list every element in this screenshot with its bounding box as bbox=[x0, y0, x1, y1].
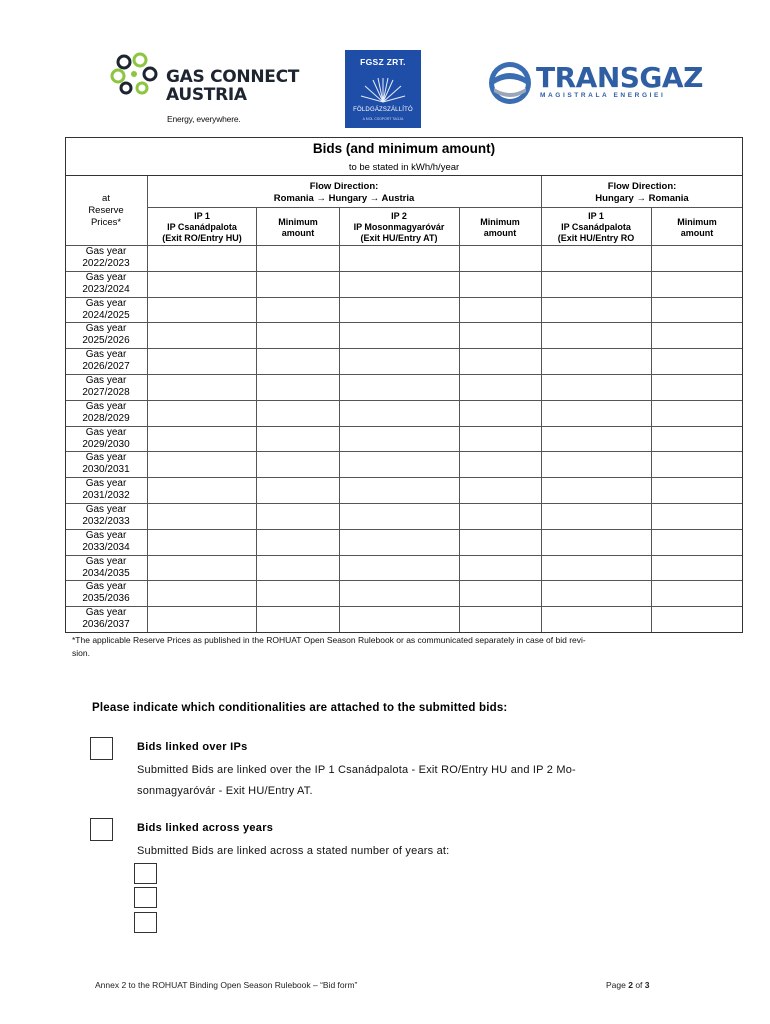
row-divider bbox=[66, 555, 742, 556]
gas-year-label: Gas year 2030/2031 bbox=[82, 452, 130, 476]
page-number bbox=[606, 980, 650, 990]
gas-year-label: Gas year 2026/2027 bbox=[82, 349, 130, 373]
gas-year-label: Gas year 2035/2036 bbox=[82, 581, 130, 605]
row-divider bbox=[66, 503, 742, 504]
table-title: Bids (and minimum amount) bbox=[312, 141, 496, 156]
years-digit-input-2[interactable] bbox=[134, 887, 157, 908]
ip2-mosonmagyarovar-header: IP 2 IP Mosonmagyaróvár (Exit HU/Entry AT) bbox=[353, 211, 445, 243]
gas-connect-tagline: Energy, everywhere. bbox=[167, 114, 241, 124]
years-digit-input-3[interactable] bbox=[134, 912, 157, 933]
row-divider bbox=[66, 606, 742, 607]
fgsz-name: FÖLDGÁZSZÁLLÍTÓ bbox=[353, 107, 413, 113]
row-divider bbox=[66, 477, 742, 478]
page-prefix: Page bbox=[606, 980, 629, 990]
gas-year-label: Gas year 2031/2032 bbox=[82, 478, 130, 502]
conditionalities-heading: Please indicate which conditionalities are attached to the submitted bids: bbox=[92, 702, 508, 714]
reserve-prices-footnote: *The applicable Reserve Prices as published in the ROHUAT Open Season Rulebook or as communicated separately in case of bid revi- sion. bbox=[72, 635, 586, 658]
gas-year-label: Gas year 2036/2037 bbox=[82, 607, 130, 631]
row-divider bbox=[66, 451, 742, 452]
transgaz-emblem-icon bbox=[486, 58, 534, 108]
bids-linked-over-ips-checkbox[interactable] bbox=[90, 737, 113, 760]
minimum-amount-header-3: Minimum amount bbox=[677, 217, 717, 238]
row-divider bbox=[66, 245, 742, 246]
bids-linked-over-ips-title: Bids linked over IPs bbox=[137, 741, 248, 753]
row-divider bbox=[66, 580, 742, 581]
years-digit-input-1[interactable] bbox=[134, 863, 157, 884]
gas-year-label: Gas year 2023/2024 bbox=[82, 271, 130, 295]
flow-direction-hu-ro: Flow Direction: Hungary → Romania bbox=[595, 181, 689, 204]
fgsz-title: FGSZ ZRT. bbox=[360, 57, 406, 67]
title-divider bbox=[66, 175, 742, 176]
flow-direction-ro-hu-at: Flow Direction: Romania → Hungary → Austria bbox=[273, 181, 415, 204]
transgaz-subtitle: MAGISTRALA ENERGIEI bbox=[540, 92, 666, 99]
gas-year-label: Gas year 2034/2035 bbox=[82, 555, 130, 579]
row-divider bbox=[66, 322, 742, 323]
page-mid: of bbox=[632, 980, 645, 990]
bids-linked-over-ips-description: Submitted Bids are linked over the IP 1 Csanádpalota - Exit RO/Entry HU and IP 2 Mo- sonmagyaróvár - Exit HU/Entry AT. bbox=[137, 764, 576, 797]
bids-linked-across-years-title: Bids linked across years bbox=[137, 822, 274, 834]
transgaz-name: TRANSGAZ bbox=[536, 61, 703, 94]
gas-year-label: Gas year 2024/2025 bbox=[82, 297, 130, 321]
gas-connect-austria-logo bbox=[110, 50, 310, 130]
gas-year-label: Gas year 2027/2028 bbox=[82, 375, 130, 398]
ip1-csanadpalota-hu-ro-header: IP 1 IP Csanádpalota (Exit HU/Entry RO bbox=[557, 211, 635, 243]
gas-year-label: Gas year 2032/2033 bbox=[82, 504, 130, 527]
row-divider bbox=[66, 529, 742, 530]
reserve-prices-header: at Reserve Prices* bbox=[88, 193, 124, 228]
gas-year-label: Gas year 2028/2029 bbox=[82, 400, 130, 424]
page-current: 2 bbox=[628, 980, 633, 990]
row-divider bbox=[66, 348, 742, 349]
gas-year-label: Gas year 2033/2034 bbox=[82, 529, 130, 553]
gas-year-label: Gas year 2022/2023 bbox=[82, 246, 130, 269]
footer-annex-label: Annex 2 to the ROHUAT Binding Open Season Rulebook – “Bid form” bbox=[95, 980, 358, 990]
fgsz-subtitle: A MOL CSOPORT TAGJA bbox=[362, 117, 404, 121]
row-divider bbox=[66, 271, 742, 272]
page-total: 3 bbox=[644, 980, 650, 990]
row-divider bbox=[66, 400, 742, 401]
ip1-csanadpalota-header: IP 1 IP Csanádpalota (Exit RO/Entry HU) bbox=[162, 211, 242, 243]
bids-linked-across-years-description: Submitted Bids are linked across a stated number of years at: bbox=[137, 845, 450, 857]
gas-year-label: Gas year 2025/2026 bbox=[82, 323, 130, 347]
bids-linked-across-years-checkbox[interactable] bbox=[90, 818, 113, 841]
gas-connect-flower-icon bbox=[110, 52, 164, 96]
grid-line bbox=[147, 207, 742, 208]
transgaz-logo bbox=[486, 58, 703, 112]
gas-connect-name: GAS CONNECT AUSTRIA bbox=[166, 67, 300, 105]
table-subtitle: to be stated in kWh/h/year bbox=[348, 162, 460, 173]
minimum-amount-header-2: Minimum amount bbox=[480, 217, 520, 238]
row-divider bbox=[66, 374, 742, 375]
row-divider bbox=[66, 426, 742, 427]
fgsz-logo bbox=[345, 50, 421, 128]
row-divider bbox=[66, 297, 742, 298]
minimum-amount-header-1: Minimum amount bbox=[278, 217, 318, 238]
fgsz-burst-icon bbox=[353, 70, 413, 110]
gas-year-label: Gas year 2029/2030 bbox=[82, 426, 130, 450]
